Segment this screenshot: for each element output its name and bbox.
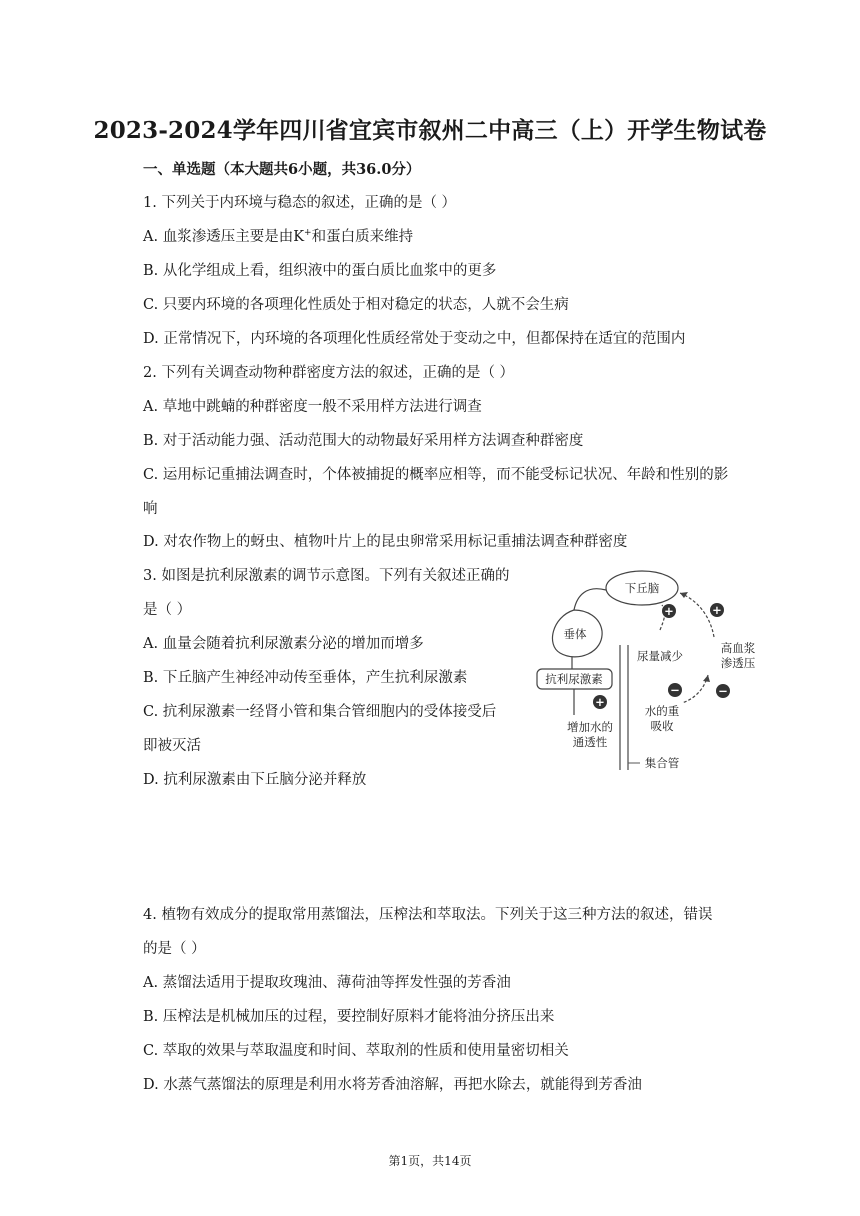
- high-osmolarity-label-1: 高血浆: [720, 641, 756, 655]
- reabsorption-to-osmolarity-arrow: [682, 675, 708, 703]
- collecting-duct-tube: [620, 645, 628, 770]
- high-osmolarity-label-2: 渗透压: [720, 656, 756, 670]
- question-3-option-c-line2: 即被灭活: [143, 738, 201, 754]
- arrowhead-1: [680, 592, 688, 598]
- question-4-stem-line1: 4. 植物有效成分的提取常用蒸馏法，压榨法和萃取法。下列关于这三种方法的叙述，错误: [143, 907, 713, 923]
- question-4-stem-line2: 的是（ ）: [143, 941, 206, 957]
- pituitary-stalk: [574, 589, 606, 610]
- question-1-option-d: D. 正常情况下，内环境的各项理化性质经常处于变动之中，但都保持在适宜的范围内: [143, 331, 686, 347]
- urine-reduction-label: 尿量减少: [637, 649, 683, 663]
- superscript-plus: +: [304, 228, 312, 239]
- question-2-option-c-line2: 响: [143, 501, 158, 517]
- osmolarity-to-hypothalamus-arrow: [680, 593, 714, 637]
- question-2-option-d: D. 对农作物上的蚜虫、植物叶片上的昆虫卵常采用标记重捕法调查种群密度: [143, 534, 628, 550]
- question-4-option-a: A. 蒸馏法适用于提取玫瑰油、薄荷油等挥发性强的芳香油: [143, 975, 511, 991]
- question-1-option-b: B. 从化学组成上看，组织液中的蛋白质比血浆中的更多: [143, 263, 497, 279]
- question-3-option-a: A. 血量会随着抗利尿激素分泌的增加而增多: [143, 636, 424, 652]
- collecting-duct-label: 集合管: [644, 756, 680, 770]
- question-3-stem-line2: 是（ ）: [143, 602, 192, 618]
- plus-sign-middle: +: [664, 604, 674, 618]
- plus-sign-right: +: [712, 603, 722, 617]
- question-2-option-c-line1: C. 运用标记重捕法调查时，个体被捕捉的概率应相等，而不能受标记状况、年龄和性别的影: [143, 467, 729, 483]
- question-1-stem: 1. 下列关于内环境与稳态的叙述，正确的是（ ）: [143, 195, 457, 211]
- adh-plus-sign: +: [595, 695, 605, 709]
- question-3-option-d: D. 抗利尿激素由下丘脑分泌并释放: [143, 772, 367, 788]
- question-2-option-a: A. 草地中跳蝻的种群密度一般不采用样方法进行调查: [143, 399, 482, 415]
- question-1-option-c: C. 只要内环境的各项理化性质处于相对稳定的状态，人就不会生病: [143, 297, 569, 313]
- question-4-option-b: B. 压榨法是机械加压的过程，要控制好原料才能将油分挤压出来: [143, 1009, 555, 1025]
- question-2-stem: 2. 下列有关调查动物种群密度方法的叙述，正确的是（ ）: [143, 365, 515, 381]
- pituitary-label: 垂体: [563, 627, 587, 641]
- permeability-label-1: 增加水的: [567, 720, 613, 734]
- minus-sign-right: −: [718, 684, 728, 698]
- question-4-option-c: C. 萃取的效果与萃取温度和时间、萃取剂的性质和使用量密切相关: [143, 1043, 569, 1059]
- question-3-option-b: B. 下丘脑产生神经冲动传至垂体，产生抗利尿激素: [143, 670, 468, 686]
- question-3-option-c-line1: C. 抗利尿激素一经肾小管和集合管细胞内的受体接受后: [143, 704, 497, 720]
- reabsorption-label-1: 水的重: [644, 704, 680, 718]
- adh-regulation-diagram: [532, 565, 772, 780]
- option-a-text-2: 和蛋白质来维持: [311, 229, 414, 245]
- permeability-label-2: 通透性: [572, 735, 608, 749]
- question-1-option-a: [143, 225, 413, 246]
- section-heading: 一、单选题（本大题共6小题，共36.0分）: [143, 161, 421, 178]
- question-4-option-d: D. 水蒸气蒸馏法的原理是利用水将芳香油溶解，再把水除去，就能得到芳香油: [143, 1077, 642, 1093]
- reabsorption-label-2: 吸收: [650, 719, 674, 733]
- page-footer: 第1页，共14页: [388, 1154, 472, 1168]
- question-3-stem-line1: 3. 如图是抗利尿激素的调节示意图。下列有关叙述正确的: [143, 568, 510, 584]
- arrowhead-2: [703, 675, 710, 682]
- hypothalamus-label: 下丘脑: [624, 581, 660, 595]
- minus-sign-left: −: [670, 683, 680, 697]
- page-title: 2023-2024学年四川省宜宾市叙州二中高三（上）开学生物试卷: [93, 117, 767, 144]
- adh-label: 抗利尿激素: [545, 672, 603, 686]
- question-2-option-b: B. 对于活动能力强、活动范围大的动物最好采用样方法调查种群密度: [143, 433, 584, 449]
- option-a-text-1: A. 血浆渗透压主要是由K: [143, 229, 305, 245]
